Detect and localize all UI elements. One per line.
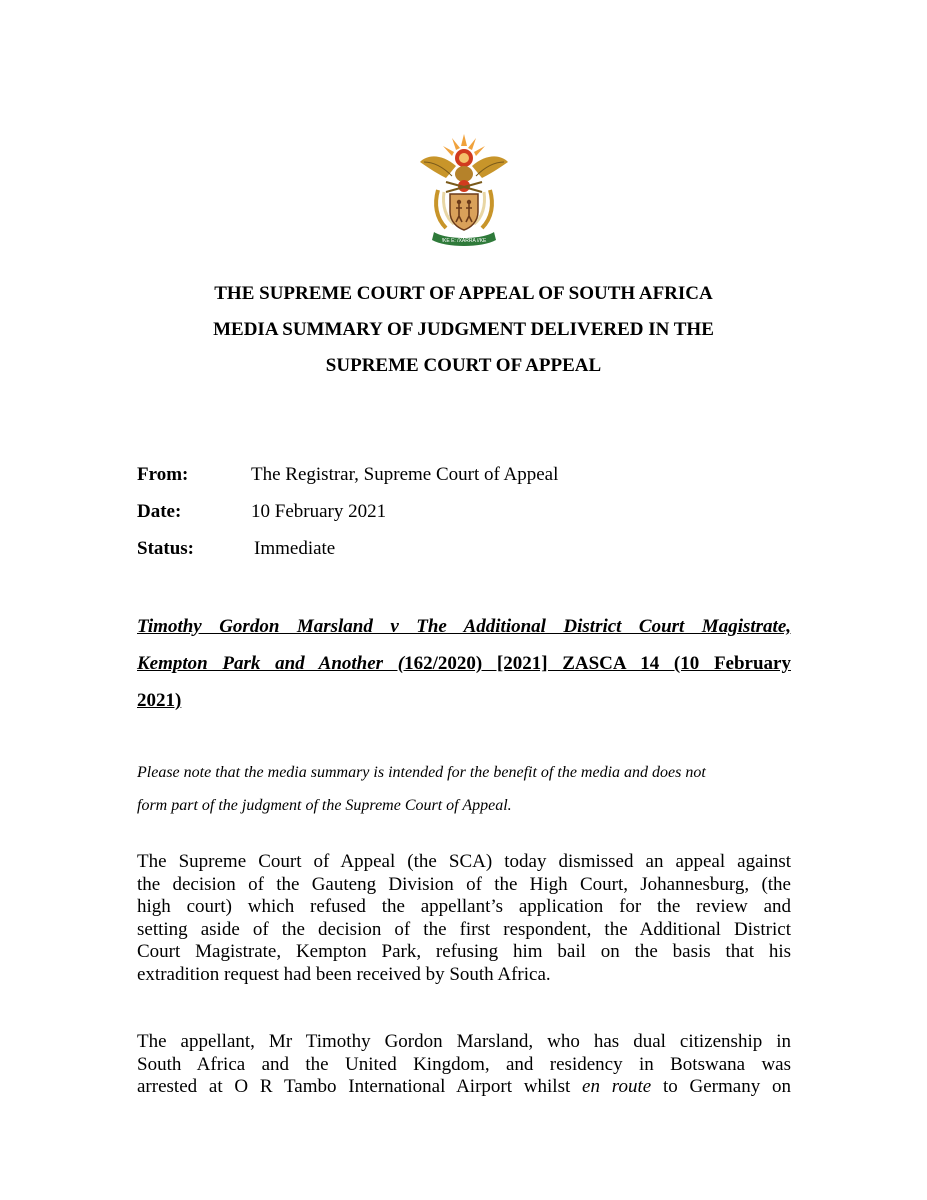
case-title-line-1 bbox=[137, 608, 791, 645]
paragraph-1-line-6: extradition request had been received by South Africa. bbox=[137, 963, 551, 985]
case-title bbox=[137, 608, 791, 719]
case-citation: 162/2020) [2021] ZASCA 14 (10 February bbox=[404, 653, 791, 674]
paragraph-2-line-1: The appellant, Mr Timothy Gordon Marsland, who has dual citizenship in bbox=[137, 1031, 791, 1052]
heading-line-3: SUPREME COURT OF APPEAL bbox=[325, 355, 602, 376]
status-value: Immediate bbox=[254, 538, 336, 559]
paragraph-1-line-2: the decision of the Gauteng Division of the High Court, Johannesburg, (the bbox=[137, 873, 791, 895]
status-label: Status: bbox=[137, 538, 195, 559]
from-value: The Registrar, Supreme Court of Appeal bbox=[251, 464, 559, 485]
disclaimer-line-1: Please note that the media summary is intended for the benefit of the media and does not bbox=[137, 764, 706, 781]
case-title-parties-1: Timothy Gordon Marsland v The Additional District Court Magistrate, bbox=[137, 616, 791, 637]
en-route-italic: en route bbox=[582, 1076, 652, 1097]
paragraph-1-line-5: Court Magistrate, Kempton Park, refusing him bail on the basis that his bbox=[137, 941, 791, 962]
paragraph-1-line-1: The Supreme Court of Appeal (the SCA) today dismissed an appeal against bbox=[137, 851, 791, 872]
date-value: 10 February 2021 bbox=[251, 501, 387, 522]
document-heading bbox=[0, 276, 927, 384]
paragraph-1-line-3: high court) which refused the appellant’s application for the review and bbox=[137, 896, 791, 917]
summary-paragraph-2 bbox=[137, 1031, 791, 1099]
date-label: Date: bbox=[137, 501, 182, 522]
disclaimer-line-2: form part of the judgment of the Supreme Court of Appeal. bbox=[137, 797, 512, 814]
paragraph-1-line-4: setting aside of the decision of the first respondent, the Additional District bbox=[137, 918, 791, 940]
meta-status-row bbox=[137, 534, 558, 571]
case-title-line-2 bbox=[137, 645, 791, 682]
meta-from-row bbox=[137, 460, 558, 497]
crest-motto: !KE E: /XARRA //KE bbox=[441, 238, 487, 244]
paragraph-2-line-3 bbox=[137, 1076, 791, 1099]
from-label: From: bbox=[137, 464, 189, 485]
media-disclaimer bbox=[137, 756, 791, 822]
coat-of-arms-icon bbox=[416, 132, 512, 248]
case-title-parties-2: Kempton Park and Another ( bbox=[137, 653, 405, 674]
paragraph-2-line-3-end: to Germany on bbox=[651, 1076, 791, 1097]
paragraph-2-line-2: South Africa and the United Kingdom, and residency in Botswana was bbox=[137, 1053, 791, 1075]
media-release-meta bbox=[137, 460, 558, 571]
case-title-line-3: 2021) bbox=[137, 690, 182, 711]
heading-line-2: MEDIA SUMMARY OF JUDGMENT DELIVERED IN THE bbox=[213, 319, 714, 340]
heading-line-1: THE SUPREME COURT OF APPEAL OF SOUTH AFRICA bbox=[214, 283, 713, 304]
meta-date-row bbox=[137, 497, 558, 534]
summary-paragraph-1 bbox=[137, 851, 791, 986]
paragraph-2-line-3-start: arrested at O R Tambo International Airport whilst bbox=[137, 1076, 583, 1097]
